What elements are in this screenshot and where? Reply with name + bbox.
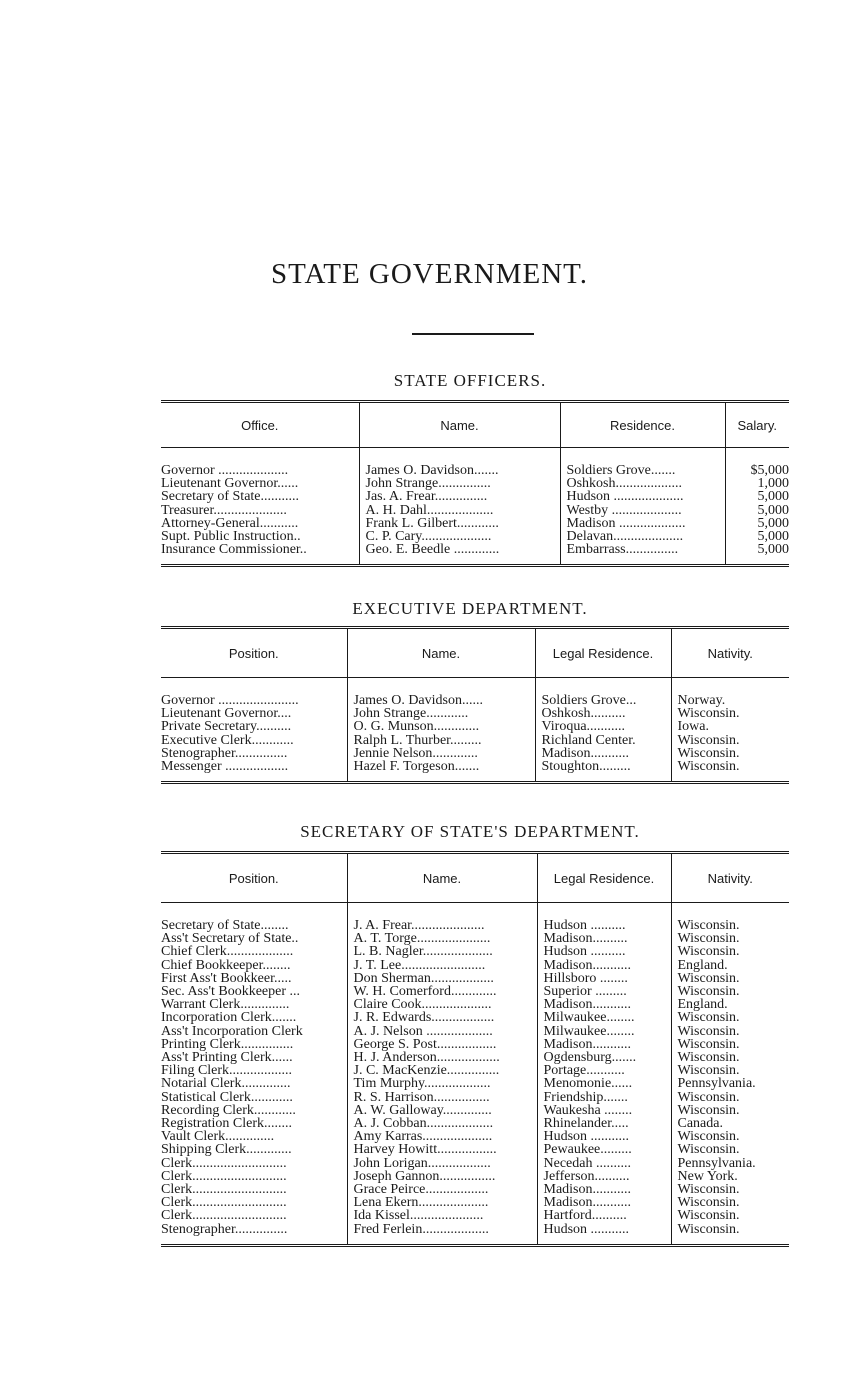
table-cell: Wisconsin. bbox=[671, 747, 789, 760]
table-cell: Richland Center. bbox=[535, 734, 671, 747]
table-cell: Harvey Howitt................. bbox=[347, 1143, 537, 1156]
table-cell: Madison........... bbox=[537, 1038, 671, 1051]
table-cell: Frank L. Gilbert............ bbox=[359, 517, 560, 530]
table-cell: Ida Kissel..................... bbox=[347, 1209, 537, 1222]
table-cell: A. W. Galloway.............. bbox=[347, 1104, 537, 1117]
table-cell: 5,000 bbox=[725, 543, 789, 556]
table-cell: Pennsylvania. bbox=[671, 1077, 789, 1090]
table-cell: J. A. Frear..................... bbox=[347, 919, 537, 932]
table-row bbox=[161, 1130, 789, 1143]
table-cell: Registration Clerk........ bbox=[161, 1117, 293, 1131]
table-cell: Joseph Gannon................ bbox=[347, 1170, 537, 1183]
table-row bbox=[161, 1223, 789, 1236]
table-cell: Ass't Secretary of State.. bbox=[161, 932, 299, 946]
column-header: Residence. bbox=[560, 402, 725, 448]
table-row bbox=[161, 1183, 789, 1196]
column-header: Legal Residence. bbox=[535, 628, 671, 678]
table-cell: H. J. Anderson.................. bbox=[347, 1051, 537, 1064]
table-cell: Claire Cook.................... bbox=[347, 998, 537, 1011]
table-cell: Milwaukee........ bbox=[537, 1011, 671, 1024]
table-cell: Madison........... bbox=[537, 1196, 671, 1209]
table-cell: Wisconsin. bbox=[671, 1223, 789, 1236]
table-cell: Hudson .......... bbox=[537, 919, 671, 932]
table-cell: George S. Post................. bbox=[347, 1038, 537, 1051]
column-header: Office. bbox=[161, 402, 359, 448]
table-row bbox=[161, 1091, 789, 1104]
table-cell: Clerk........................... bbox=[161, 1169, 287, 1184]
table-cell: Wisconsin. bbox=[671, 1025, 789, 1038]
column-header: Nativity. bbox=[671, 628, 789, 678]
table-row bbox=[161, 985, 789, 998]
table-cell: Ass't Printing Clerk...... bbox=[161, 1051, 293, 1065]
table-cell: Pewaukee......... bbox=[537, 1143, 671, 1156]
table-row bbox=[161, 477, 789, 490]
table-cell: Jas. A. Frear............... bbox=[359, 490, 560, 503]
table-cell: C. P. Cary.................... bbox=[359, 530, 560, 543]
table-cell: Incorporation Clerk....... bbox=[161, 1011, 297, 1025]
table-cell: Recording Clerk............ bbox=[161, 1103, 296, 1118]
column-header: Name. bbox=[359, 402, 560, 448]
table-cell: Hudson .......... bbox=[537, 945, 671, 958]
table-cell: Lena Ekern.................... bbox=[347, 1196, 537, 1209]
table-row bbox=[161, 694, 789, 707]
table-row bbox=[161, 1209, 789, 1222]
title-rule bbox=[412, 333, 534, 335]
table-row bbox=[161, 543, 789, 556]
table-cell: Stenographer............... bbox=[161, 746, 288, 761]
table-cell: Hillsboro ........ bbox=[537, 972, 671, 985]
executive-table bbox=[161, 626, 789, 784]
table-row bbox=[161, 720, 789, 733]
table-cell: Ralph L. Thurber......... bbox=[347, 734, 535, 747]
table-cell: Ass't Incorporation Clerk bbox=[161, 1024, 303, 1038]
table-cell: Wisconsin. bbox=[671, 1130, 789, 1143]
table-cell: Sec. Ass't Bookkeeper ... bbox=[161, 985, 301, 999]
table-cell: Madison........... bbox=[537, 1183, 671, 1196]
table-row bbox=[161, 504, 789, 517]
column-header: Nativity. bbox=[671, 853, 789, 903]
column-header: Name. bbox=[347, 628, 535, 678]
table-cell: James O. Davidson....... bbox=[359, 464, 560, 477]
table-row bbox=[161, 747, 789, 760]
table-cell: Wisconsin. bbox=[671, 1209, 789, 1222]
table-cell: J. T. Lee........................ bbox=[347, 959, 537, 972]
table-cell: Treasurer..................... bbox=[161, 503, 287, 517]
table-cell: Hudson .................... bbox=[560, 490, 725, 503]
table-cell: 5,000 bbox=[725, 530, 789, 543]
table-cell: Supt. Public Instruction.. bbox=[161, 530, 301, 544]
table-row bbox=[161, 1011, 789, 1024]
table-cell: Hudson ........... bbox=[537, 1130, 671, 1143]
table-cell: Pennsylvania. bbox=[671, 1157, 789, 1170]
state-officers-heading: STATE OFFICERS. bbox=[393, 371, 547, 390]
table-cell: Wisconsin. bbox=[671, 760, 789, 773]
table-cell: W. H. Comerford............. bbox=[347, 985, 537, 998]
secretary-heading: SECRETARY OF STATE'S DEPARTMENT. bbox=[300, 822, 640, 841]
executive-heading: EXECUTIVE DEPARTMENT. bbox=[352, 599, 588, 618]
table-cell: Chief Clerk................... bbox=[161, 945, 294, 959]
table-cell: Wisconsin. bbox=[671, 1051, 789, 1064]
table-cell: Governor ....................... bbox=[161, 694, 299, 708]
page-title: STATE GOVERNMENT. bbox=[270, 258, 588, 290]
table-cell: Madison........... bbox=[537, 959, 671, 972]
table-cell: Wisconsin. bbox=[671, 1196, 789, 1209]
table-cell: Clerk........................... bbox=[161, 1209, 287, 1223]
table-cell: Lieutenant Governor.... bbox=[161, 707, 292, 721]
table-cell: L. B. Nagler.................... bbox=[347, 945, 537, 958]
table-cell: 5,000 bbox=[725, 490, 789, 503]
table-cell: Wisconsin. bbox=[671, 1011, 789, 1024]
table-row bbox=[161, 760, 789, 773]
table-cell: Ogdensburg....... bbox=[537, 1051, 671, 1064]
state-officers-table bbox=[161, 400, 789, 567]
table-row bbox=[161, 945, 789, 958]
table-cell: Wisconsin. bbox=[671, 1091, 789, 1104]
table-cell: Waukesha ........ bbox=[537, 1104, 671, 1117]
table-cell: Attorney-General........... bbox=[161, 516, 299, 531]
table-row bbox=[161, 707, 789, 720]
table-cell: Oshkosh.......... bbox=[535, 707, 671, 720]
table-cell: Hazel F. Torgeson....... bbox=[347, 760, 535, 773]
table-cell: Wisconsin. bbox=[671, 1038, 789, 1051]
table-row bbox=[161, 1025, 789, 1038]
table-cell: Chief Bookkeeper........ bbox=[161, 958, 291, 972]
table-row bbox=[161, 517, 789, 530]
table-cell: Jennie Nelson............. bbox=[347, 747, 535, 760]
table-cell: Embarrass............... bbox=[560, 543, 725, 556]
table-row bbox=[161, 464, 789, 477]
table-cell: Clerk........................... bbox=[161, 1183, 287, 1197]
table-cell: John Strange............ bbox=[347, 707, 535, 720]
table-cell: Wisconsin. bbox=[671, 1143, 789, 1156]
table-cell: 5,000 bbox=[725, 504, 789, 517]
table-cell: Wisconsin. bbox=[671, 919, 789, 932]
table-cell: $5,000 bbox=[725, 464, 789, 477]
column-header: Name. bbox=[347, 853, 537, 903]
table-cell: Madison ................... bbox=[560, 517, 725, 530]
table-cell: 5,000 bbox=[725, 517, 789, 530]
table-cell: Necedah .......... bbox=[537, 1157, 671, 1170]
table-cell: Lieutenant Governor...... bbox=[161, 477, 299, 491]
table-cell: Warrant Clerk.............. bbox=[161, 998, 290, 1012]
table-cell: J. C. MacKenzie............... bbox=[347, 1064, 537, 1077]
table-cell: Wisconsin. bbox=[671, 972, 789, 985]
table-row bbox=[161, 1038, 789, 1051]
table-cell: New York. bbox=[671, 1170, 789, 1183]
table-cell: Westby .................... bbox=[560, 504, 725, 517]
table-cell: Wisconsin. bbox=[671, 1183, 789, 1196]
table-cell: Clerk........................... bbox=[161, 1196, 287, 1210]
table-cell: Soldiers Grove....... bbox=[560, 464, 725, 477]
table-cell: Hartford.......... bbox=[537, 1209, 671, 1222]
column-header: Legal Residence. bbox=[537, 853, 671, 903]
table-cell: Wisconsin. bbox=[671, 1064, 789, 1077]
table-row bbox=[161, 919, 789, 932]
table-cell: Jefferson.......... bbox=[537, 1170, 671, 1183]
table-row bbox=[161, 1064, 789, 1077]
table-cell: Norway. bbox=[671, 694, 789, 707]
table-row bbox=[161, 972, 789, 985]
table-row bbox=[161, 1157, 789, 1170]
table-cell: Filing Clerk.................. bbox=[161, 1064, 293, 1078]
table-cell: J. R. Edwards.................. bbox=[347, 1011, 537, 1024]
table-cell: Statistical Clerk............ bbox=[161, 1090, 293, 1104]
table-cell: A. J. Cobban................... bbox=[347, 1117, 537, 1130]
table-cell: 1,000 bbox=[725, 477, 789, 490]
table-cell: Executive Clerk............ bbox=[161, 733, 294, 747]
table-cell: Insurance Commissioner.. bbox=[161, 543, 307, 557]
table-cell: England. bbox=[671, 998, 789, 1011]
table-row bbox=[161, 734, 789, 747]
table-row bbox=[161, 1077, 789, 1090]
column-header: Salary. bbox=[725, 402, 789, 448]
table-row bbox=[161, 998, 789, 1011]
table-row bbox=[161, 1051, 789, 1064]
table-row bbox=[161, 1117, 789, 1130]
table-cell: Oshkosh................... bbox=[560, 477, 725, 490]
table-cell: A. T. Torge..................... bbox=[347, 932, 537, 945]
table-cell: Messenger .................. bbox=[161, 760, 289, 774]
table-cell: Printing Clerk............... bbox=[161, 1037, 294, 1052]
table-cell: Grace Peirce.................. bbox=[347, 1183, 537, 1196]
table-row bbox=[161, 530, 789, 543]
table-cell: R. S. Harrison................ bbox=[347, 1091, 537, 1104]
table-cell: Notarial Clerk.............. bbox=[161, 1077, 291, 1091]
table-cell: Delavan.................... bbox=[560, 530, 725, 543]
table-cell: Canada. bbox=[671, 1117, 789, 1130]
table-cell: Viroqua........... bbox=[535, 720, 671, 733]
table-cell: Secretary of State........ bbox=[161, 919, 289, 933]
table-cell: Madison.......... bbox=[537, 932, 671, 945]
table-cell: Friendship....... bbox=[537, 1091, 671, 1104]
table-cell: Don Sherman.................. bbox=[347, 972, 537, 985]
table-cell: James O. Davidson...... bbox=[347, 694, 535, 707]
table-cell: Geo. E. Beedle ............. bbox=[359, 543, 560, 556]
table-cell: Wisconsin. bbox=[671, 985, 789, 998]
table-cell: Milwaukee........ bbox=[537, 1025, 671, 1038]
table-cell: Portage........... bbox=[537, 1064, 671, 1077]
table-cell: Governor .................... bbox=[161, 464, 289, 478]
table-cell: Iowa. bbox=[671, 720, 789, 733]
table-cell: A. J. Nelson ................... bbox=[347, 1025, 537, 1038]
column-header: Position. bbox=[161, 628, 347, 678]
table-cell: Madison........... bbox=[535, 747, 671, 760]
table-cell: Stenographer............... bbox=[161, 1222, 288, 1236]
table-cell: Wisconsin. bbox=[671, 932, 789, 945]
table-cell: Vault Clerk.............. bbox=[161, 1130, 275, 1144]
table-row bbox=[161, 932, 789, 945]
table-cell: O. G. Munson............. bbox=[347, 720, 535, 733]
table-cell: Amy Karras.................... bbox=[347, 1130, 537, 1143]
table-cell: Fred Ferlein................... bbox=[347, 1223, 537, 1236]
table-cell: Tim Murphy................... bbox=[347, 1077, 537, 1090]
table-cell: A. H. Dahl................... bbox=[359, 504, 560, 517]
table-cell: England. bbox=[671, 959, 789, 972]
table-cell: Secretary of State........... bbox=[161, 490, 300, 504]
table-cell: First Ass't Bookkeer..... bbox=[161, 971, 292, 986]
table-cell: Wisconsin. bbox=[671, 1104, 789, 1117]
table-cell: Rhinelander..... bbox=[537, 1117, 671, 1130]
table-cell: Wisconsin. bbox=[671, 734, 789, 747]
table-row bbox=[161, 1196, 789, 1209]
table-cell: Clerk........................... bbox=[161, 1156, 287, 1170]
table-row bbox=[161, 1104, 789, 1117]
table-cell: Wisconsin. bbox=[671, 707, 789, 720]
table-row bbox=[161, 490, 789, 503]
table-cell: Madison........... bbox=[537, 998, 671, 1011]
table-cell: Soldiers Grove... bbox=[535, 694, 671, 707]
table-cell: Menomonie...... bbox=[537, 1077, 671, 1090]
table-cell: John Lorigan.................. bbox=[347, 1157, 537, 1170]
table-cell: Superior ......... bbox=[537, 985, 671, 998]
table-row bbox=[161, 959, 789, 972]
table-cell: Shipping Clerk............. bbox=[161, 1143, 292, 1157]
secretary-table bbox=[161, 851, 789, 1247]
table-cell: Wisconsin. bbox=[671, 945, 789, 958]
table-row bbox=[161, 1170, 789, 1183]
table-cell: Private Secretary.......... bbox=[161, 720, 292, 734]
table-row bbox=[161, 1143, 789, 1156]
table-cell: John Strange............... bbox=[359, 477, 560, 490]
column-header: Position. bbox=[161, 853, 347, 903]
table-cell: Stoughton......... bbox=[535, 760, 671, 773]
table-cell: Hudson ........... bbox=[537, 1223, 671, 1236]
